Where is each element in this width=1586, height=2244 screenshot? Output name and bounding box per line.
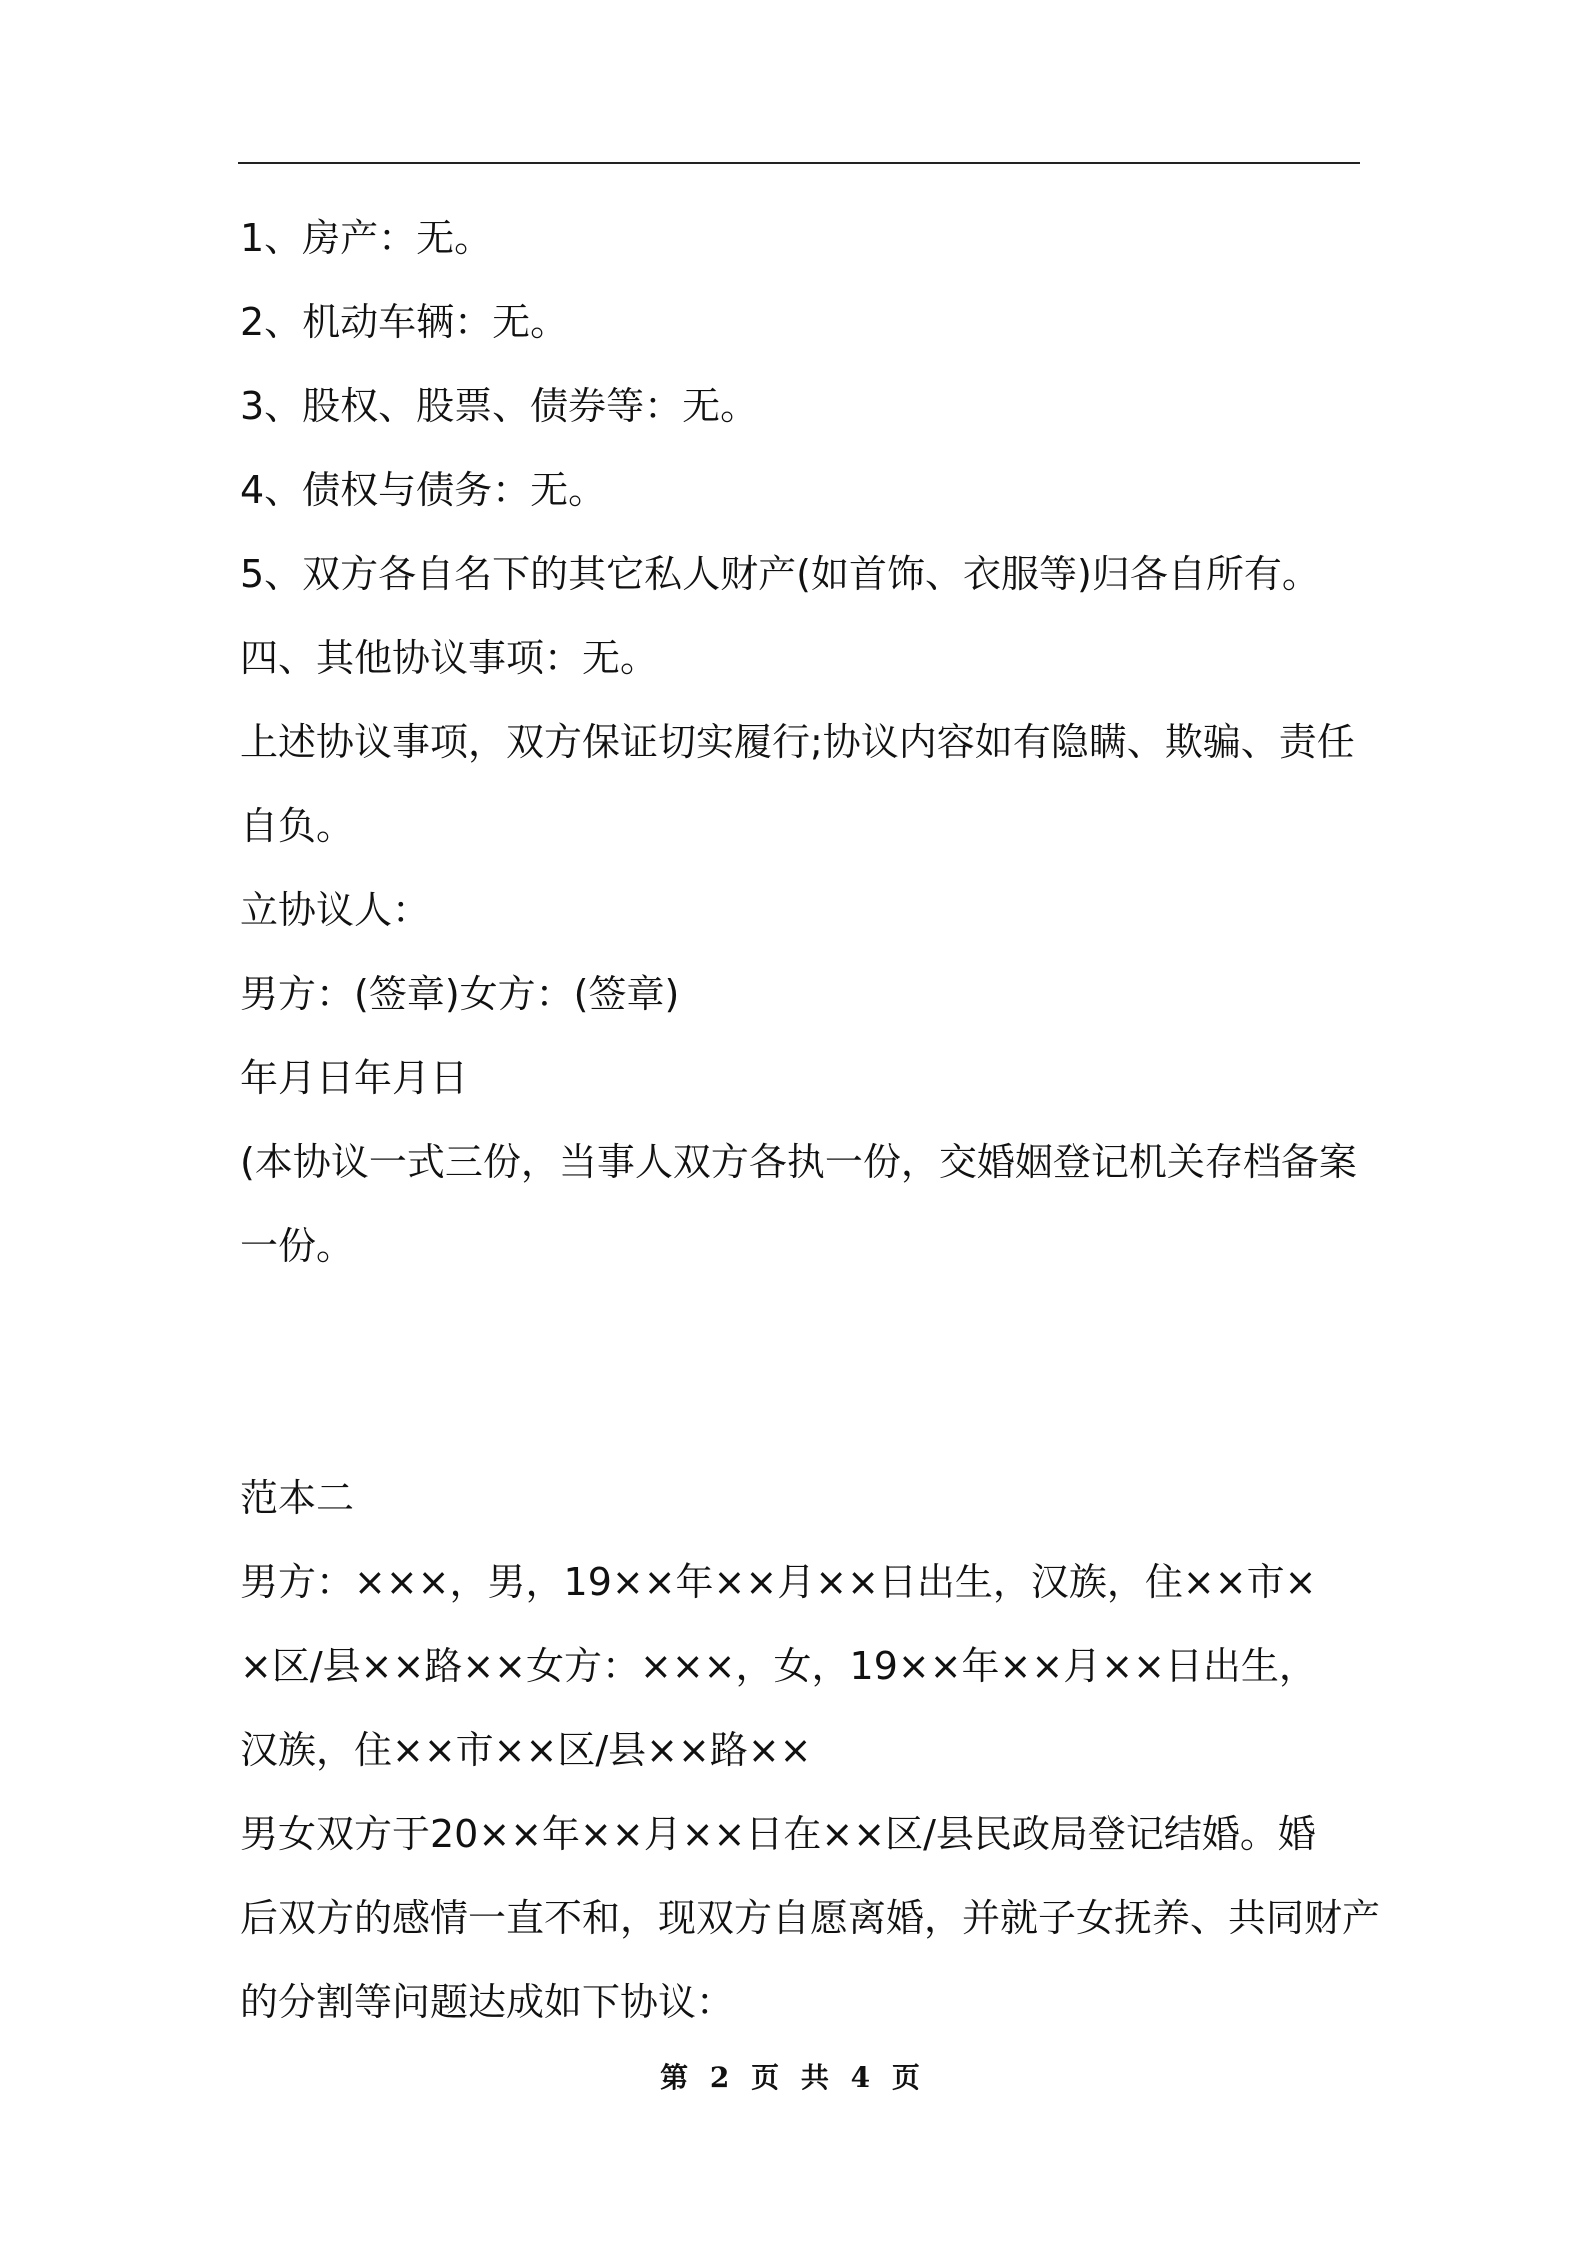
text-line: 男方：(签章)女方：(签章)	[240, 972, 680, 1016]
text-line: 2、机动车辆：无。	[240, 300, 569, 344]
text-line: 一份。	[240, 1224, 355, 1268]
text-line: 的分割等问题达成如下协议：	[240, 1980, 735, 2024]
text-line: ×区/县××路××女方：×××，女，19××年××月××日出生，	[240, 1644, 1317, 1688]
text-line: 四、其他协议事项：无。	[240, 636, 659, 680]
text-line: 男方：×××，男，19××年××月××日出生，汉族，住××市×	[240, 1560, 1317, 1604]
text-line: 上述协议事项，双方保证切实履行;协议内容如有隐瞒、欺骗、责任	[240, 720, 1355, 764]
text-line: (本协议一式三份，当事人双方各执一份，交婚姻登记机关存档备案	[240, 1140, 1357, 1184]
text-line: 5、双方各自名下的其它私人财产(如首饰、衣服等)归各自所有。	[240, 552, 1320, 596]
section-gap	[240, 1288, 1360, 1456]
text-line: 汉族，住××市××区/县××路××	[240, 1728, 812, 1772]
page-number-footer: 第 2 页 共 4 页	[660, 2061, 926, 2094]
document-body	[240, 196, 1381, 2044]
text-line: 后双方的感情一直不和，现双方自愿离婚，并就子女抚养、共同财产	[240, 1896, 1381, 1940]
text-line: 3、股权、股票、债券等：无。	[240, 384, 759, 428]
text-line: 4、债权与债务：无。	[240, 468, 607, 512]
section-title: 范本二	[240, 1476, 355, 1520]
header-rule	[238, 162, 1360, 164]
text-line: 1、房产：无。	[240, 216, 493, 260]
text-line: 男女双方于20××年××月××日在××区/县民政局登记结婚。婚	[240, 1812, 1316, 1856]
text-line: 立协议人：	[240, 888, 431, 932]
text-line: 自负。	[240, 804, 355, 848]
text-line: 年月日年月日	[240, 1056, 469, 1100]
